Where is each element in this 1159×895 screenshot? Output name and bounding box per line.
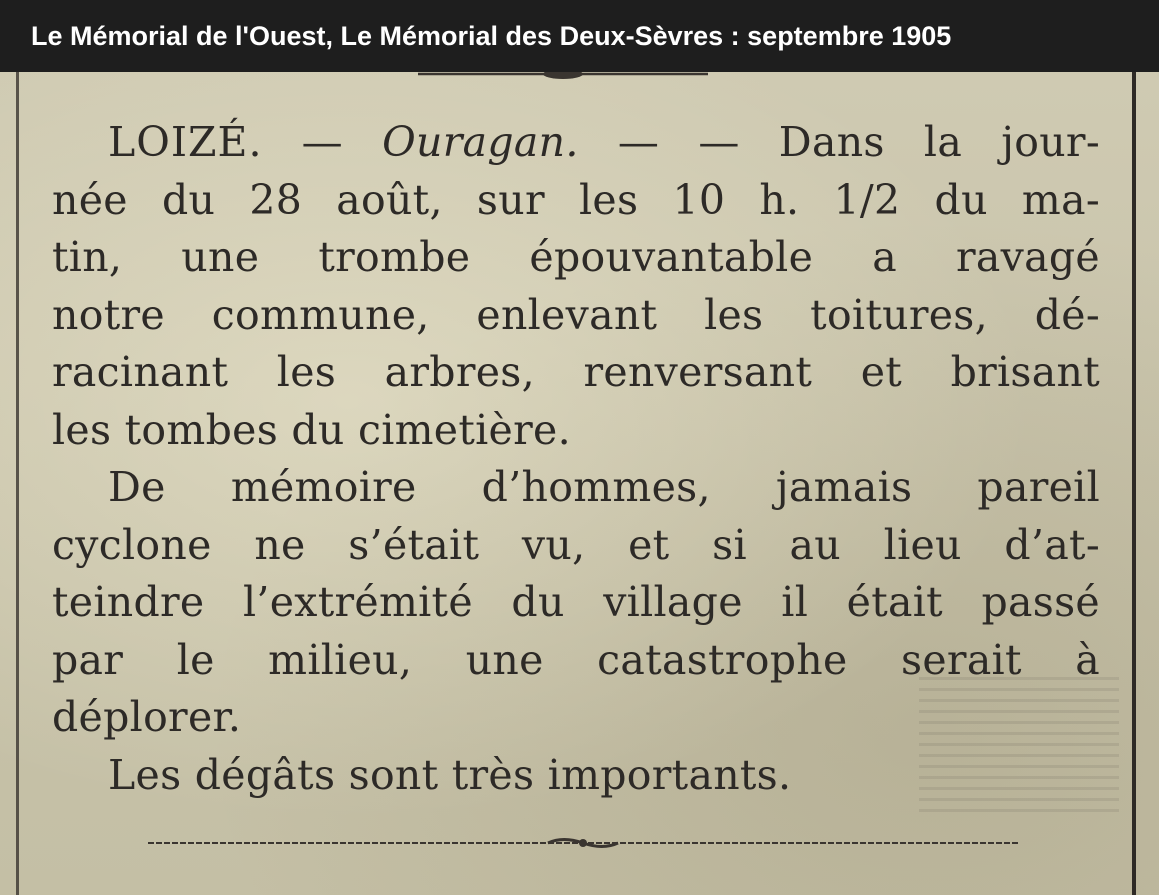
text-line: De mémoire d’hommes, jamais pareil — [108, 463, 1100, 511]
column-rule-left — [16, 72, 19, 895]
text-line: née du 28 août, sur les 10 h. 1/2 du ma- — [52, 175, 1100, 224]
text-line: Dans la jour- — [778, 118, 1100, 166]
text-line: teindre l’extrémité du village il était passé — [52, 578, 1100, 626]
text-line: déplorer. — [52, 693, 242, 741]
text-line: par le milieu, une catastrophe serait à — [52, 635, 1100, 684]
newspaper-clipping — [0, 72, 1159, 895]
ornament-bottom-divider — [148, 836, 1018, 850]
text-line: les tombes du cimetière. — [52, 405, 571, 454]
text-line: notre commune, enlevant les toitures, dé- — [52, 290, 1100, 339]
text-line: tin, une trombe épouvantable a ravagé — [52, 233, 1100, 281]
dash: — — [301, 118, 343, 166]
text-line: cyclone ne s’était vu, et si au lieu d’at- — [52, 520, 1100, 569]
place-name: LOIZÉ. — [108, 118, 263, 166]
article-line-1 — [52, 114, 1100, 172]
ornament-top-divider — [418, 72, 708, 82]
article-body — [52, 114, 1100, 804]
double-dash: — — — [617, 118, 740, 166]
article-heading: Ouragan. — [382, 118, 579, 166]
column-rule-right — [1132, 72, 1136, 895]
document-title: Le Mémorial de l'Ouest, Le Mémorial des Deux-Sèvres : septembre 1905 — [0, 0, 1159, 72]
text-line: racinant les arbres, renversant et brisant — [52, 348, 1100, 396]
text-line: Les dégâts sont très importants. — [108, 750, 792, 799]
